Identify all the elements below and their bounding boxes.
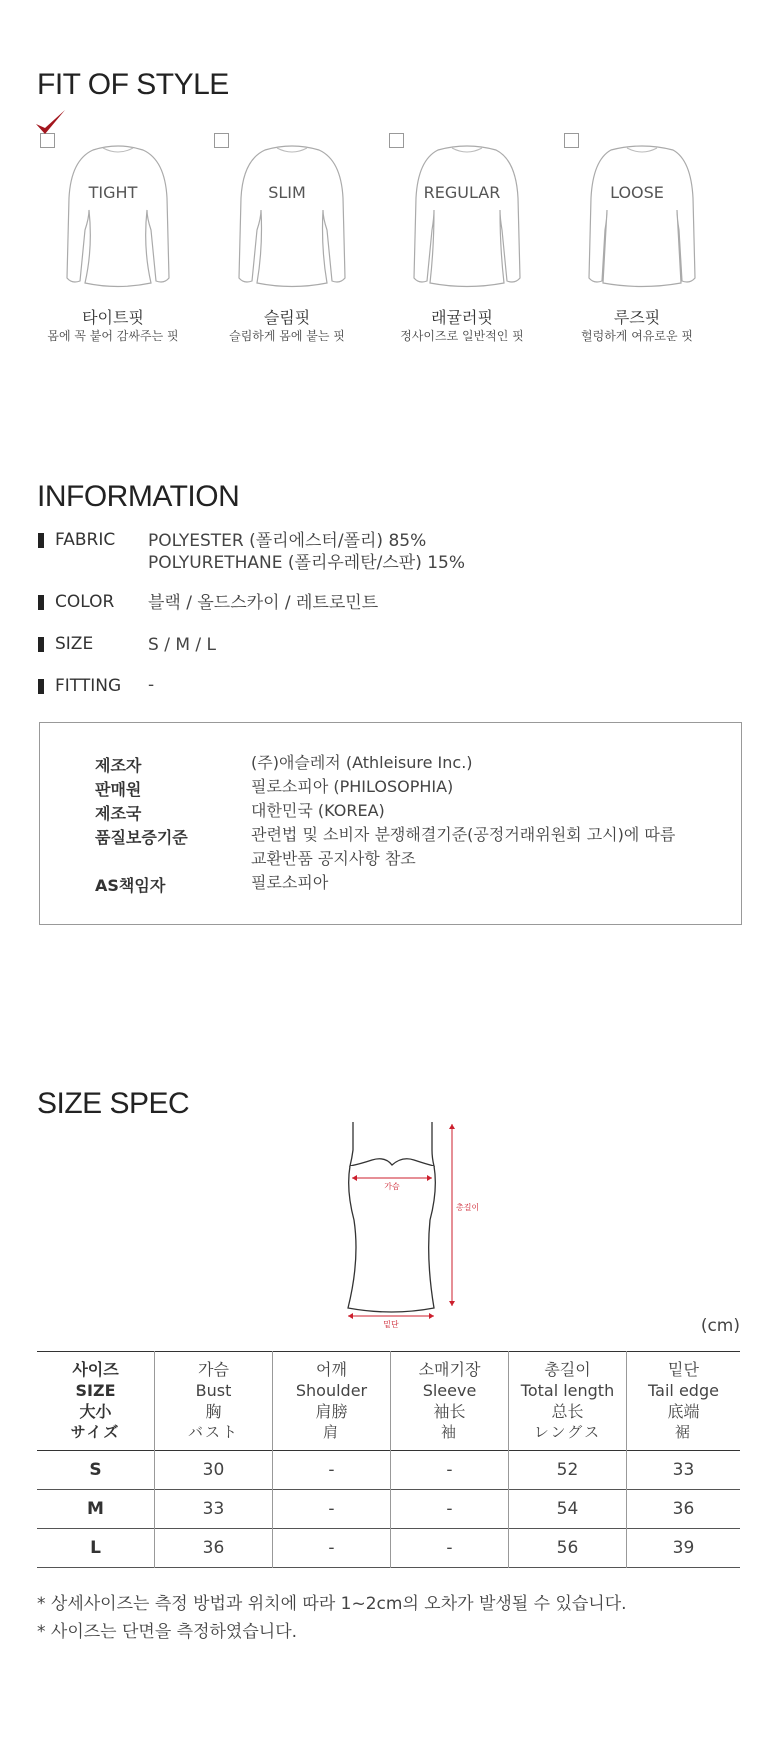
size-note: * 상세사이즈는 측정 방법과 위치에 따라 1~2cm의 오차가 발생될 수 있습니다. bbox=[37, 1594, 627, 1614]
table-row bbox=[37, 1451, 740, 1490]
as-value: 필로소피아 bbox=[251, 873, 329, 892]
header-length: 총길이 Total length 总长 レングス bbox=[509, 1352, 627, 1451]
header-size: 사이즈 SIZE 大小 サイズ bbox=[37, 1352, 155, 1451]
sleeve-cell: - bbox=[391, 1529, 509, 1568]
fit-checkbox[interactable] bbox=[389, 133, 404, 148]
fit-desc: 헐렁하게 여유로운 핏 bbox=[581, 329, 693, 343]
shoulder-cell: - bbox=[273, 1451, 391, 1490]
bust-cell: 36 bbox=[155, 1529, 273, 1568]
sleeve-cell: - bbox=[391, 1451, 509, 1490]
fit-word: LOOSE bbox=[610, 183, 664, 202]
header-tail: 밑단 Tail edge 底端 裾 bbox=[648, 1360, 719, 1441]
as-key: AS책임자 bbox=[95, 876, 166, 895]
dress-diagram bbox=[330, 1120, 490, 1330]
length-label: 총길이 bbox=[456, 1203, 480, 1212]
fit-option-regular[interactable] bbox=[387, 128, 537, 348]
fit-option-slim[interactable] bbox=[212, 128, 362, 348]
chest-label: 가슴 bbox=[384, 1182, 400, 1191]
length-cell: 52 bbox=[509, 1451, 627, 1490]
fit-name: 래귤러핏 bbox=[431, 308, 493, 327]
country-key: 제조국 bbox=[95, 804, 142, 823]
seller-key: 판매원 bbox=[95, 780, 142, 799]
fit-word: SLIM bbox=[268, 183, 306, 202]
fit-option-loose[interactable] bbox=[562, 128, 712, 348]
checkmark-icon bbox=[32, 106, 68, 142]
color-value: 블랙 / 올드스카이 / 레트로민트 bbox=[148, 593, 379, 613]
length-cell: 54 bbox=[509, 1490, 627, 1529]
fit-word: REGULAR bbox=[423, 183, 501, 202]
fitting-label: FITTING bbox=[38, 676, 121, 696]
fit-word: TIGHT bbox=[88, 183, 138, 202]
fabric-label: FABRIC bbox=[38, 530, 115, 550]
bust-cell: 33 bbox=[155, 1490, 273, 1529]
bust-cell: 30 bbox=[155, 1451, 273, 1490]
quality-key: 품질보증기준 bbox=[95, 828, 188, 847]
hem-label: 밑단 bbox=[383, 1320, 399, 1329]
shoulder-cell: - bbox=[273, 1490, 391, 1529]
fit-desc: 몸에 꼭 붙어 감싸주는 핏 bbox=[47, 329, 179, 343]
information-title: INFORMATION bbox=[37, 480, 240, 513]
fit-desc: 정사이즈로 일반적인 핏 bbox=[400, 329, 524, 343]
country-value: 대한민국 (KOREA) bbox=[251, 801, 385, 820]
shoulder-cell: - bbox=[273, 1529, 391, 1568]
color-label: COLOR bbox=[38, 592, 114, 612]
slim-shirt-icon bbox=[237, 138, 347, 298]
loose-shirt-icon bbox=[587, 138, 697, 298]
fit-name: 루즈핏 bbox=[613, 308, 661, 327]
header-sleeve: 소매기장 Sleeve 袖长 袖 bbox=[391, 1352, 509, 1451]
table-row bbox=[37, 1490, 740, 1529]
size-value: S / M / L bbox=[148, 635, 216, 655]
size-note: * 사이즈는 단면을 측정하였습니다. bbox=[37, 1622, 298, 1642]
fit-checkbox[interactable] bbox=[214, 133, 229, 148]
table-row bbox=[37, 1529, 740, 1568]
sleeve-cell: - bbox=[391, 1490, 509, 1529]
size-cell: L bbox=[37, 1529, 155, 1568]
fit-desc: 슬림하게 몸에 붙는 핏 bbox=[229, 329, 345, 343]
manufacturer-info-box bbox=[39, 722, 742, 925]
quality-value: 관련법 및 소비자 분쟁해결기준(공정거래위원회 고시)에 따름 교환반품 공지사항 참조 bbox=[251, 825, 676, 868]
fit-of-style-title: FIT OF STYLE bbox=[37, 68, 229, 101]
tail-cell: 39 bbox=[672, 1538, 695, 1558]
fitting-value: - bbox=[148, 675, 155, 695]
regular-shirt-icon bbox=[412, 138, 522, 298]
header-shoulder: 어깨 Shoulder 肩膀 肩 bbox=[273, 1352, 391, 1451]
size-cell: S bbox=[37, 1451, 155, 1490]
size-spec-title: SIZE SPEC bbox=[37, 1087, 190, 1120]
fit-name: 타이트핏 bbox=[82, 308, 144, 327]
header-bust: 가슴 Bust 胸 バスト bbox=[155, 1352, 273, 1451]
maker-key: 제조자 bbox=[95, 756, 142, 775]
fabric-value: POLYESTER (폴리에스터/폴리) 85% POLYURETHANE (폴리우레탄/스판) 15% bbox=[148, 531, 466, 573]
fit-checkbox[interactable] bbox=[564, 133, 579, 148]
maker-value: (주)애슬레저 (Athleisure Inc.) bbox=[251, 753, 473, 772]
table-header-row bbox=[37, 1352, 740, 1451]
tight-shirt-icon bbox=[63, 138, 173, 298]
fit-option-tight[interactable] bbox=[38, 128, 188, 348]
tail-cell: 33 bbox=[672, 1460, 695, 1480]
size-spec-table bbox=[37, 1351, 740, 1568]
tail-cell: 36 bbox=[672, 1499, 695, 1519]
length-cell: 56 bbox=[509, 1529, 627, 1568]
unit-label: (cm) bbox=[700, 1316, 740, 1336]
seller-value: 필로소피아 (PHILOSOPHIA) bbox=[251, 777, 454, 796]
size-label: SIZE bbox=[38, 634, 93, 654]
fit-name: 슬림핏 bbox=[263, 308, 311, 327]
size-cell: M bbox=[37, 1490, 155, 1529]
